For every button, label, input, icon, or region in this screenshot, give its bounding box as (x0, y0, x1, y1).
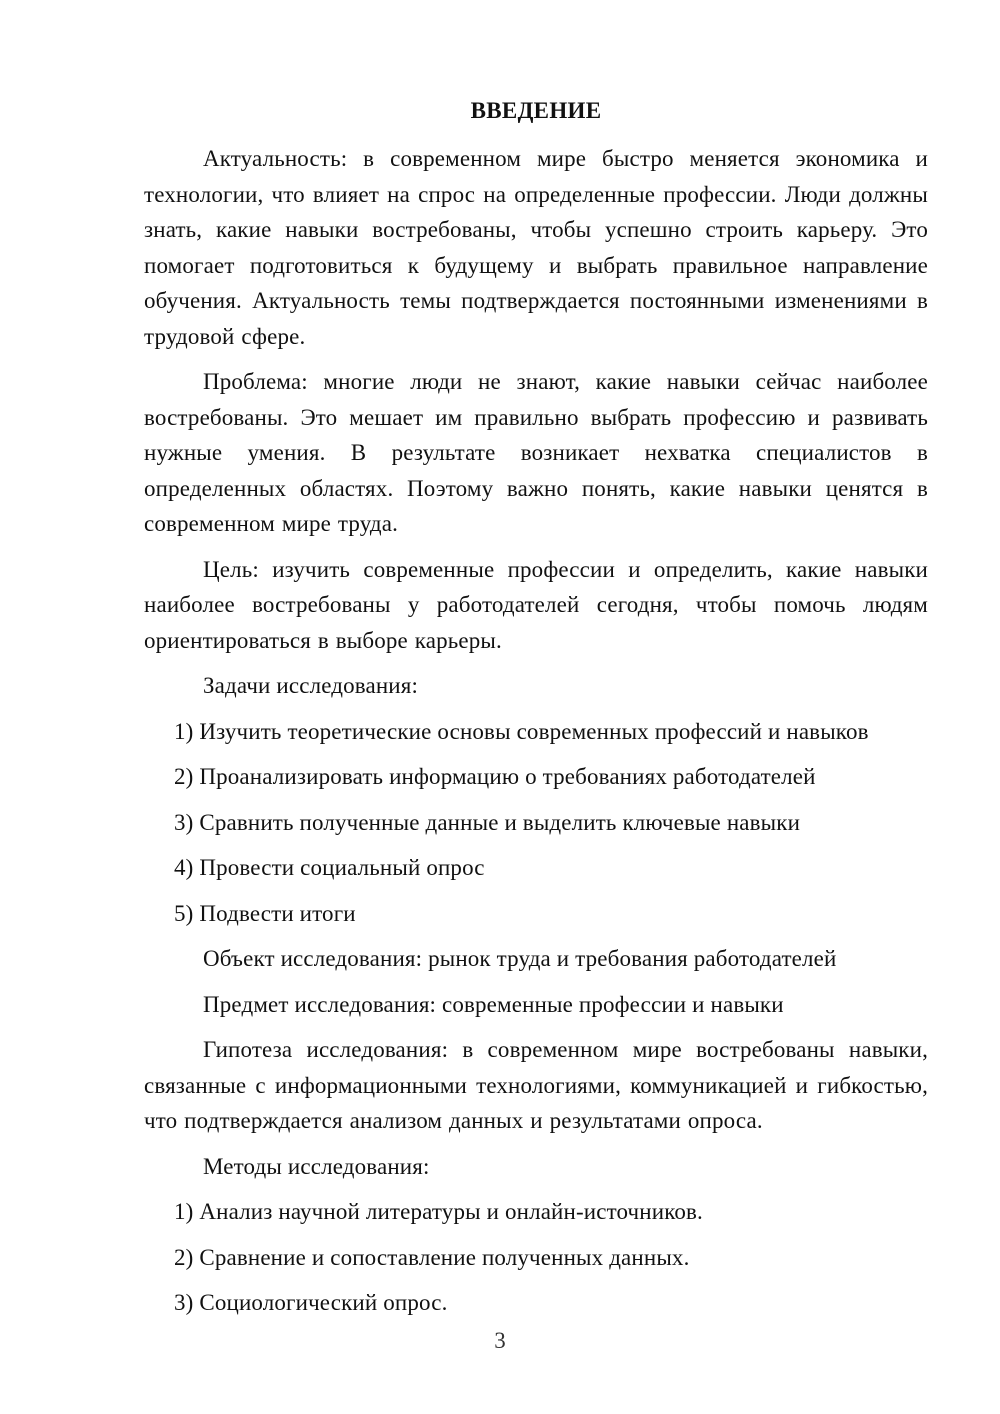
task-item: 4) Провести социальный опрос (174, 855, 485, 880)
method-item: 1) Анализ научной литературы и онлайн-источников. (174, 1199, 703, 1224)
method-item: 3) Социологический опрос. (174, 1290, 448, 1315)
task-item: 5) Подвести итоги (174, 900, 356, 926)
method-item: 2) Сравнение и сопоставление полученных данных. (174, 1244, 690, 1270)
problem-paragraph: Проблема: многие люди не знают, какие навыки сейчас наиболее востребованы. Это мешает им правильно выбрать профессию и развивать нужные умения. В результате возникает нехватка специалистов в определенных областях. Поэтому важно понять, какие навыки ценятся в современном мире труда. (144, 369, 928, 536)
research-object: Объект исследования: рынок труда и требования работодателей (203, 946, 837, 971)
page-title: ВВЕДЕНИЕ (470, 98, 602, 123)
goal-paragraph: Цель: изучить современные профессии и определить, какие навыки наиболее востребованы у работодателей сегодня, чтобы помочь людям ориентироваться в выборе карьеры. (144, 556, 928, 653)
hypothesis-paragraph: Гипотеза исследования: в современном мире востребованы навыки, связанные с информационными технологиями, коммуникацией и гибкостью, что подтверждается анализом данных и результатами опроса. (144, 1037, 928, 1133)
tasks-heading: Задачи исследования: (203, 673, 419, 698)
task-item: 1) Изучить теоретические основы современных профессий и навыков (174, 718, 869, 744)
research-subject: Предмет исследования: современные профессии и навыки (203, 991, 784, 1017)
page-number: 3 (494, 1328, 506, 1353)
task-item: 3) Сравнить полученные данные и выделить ключевые навыки (174, 809, 801, 835)
methods-heading: Методы исследования: (203, 1153, 430, 1179)
task-item: 2) Проанализировать информацию о требованиях работодателей (174, 764, 816, 789)
relevance-paragraph: Актуальность: в современном мире быстро меняется экономика и технологии, что влияет на спрос на определенные профессии. Люди должны знать, какие навыки востребованы, чтобы успешно строить карьеру. Это помогает подготовиться к будущему и выбрать правильное направление обучения. Актуальность темы подтверждается постоянными изменениями в трудовой сфере. (144, 146, 928, 349)
document-page (144, 93, 928, 1331)
